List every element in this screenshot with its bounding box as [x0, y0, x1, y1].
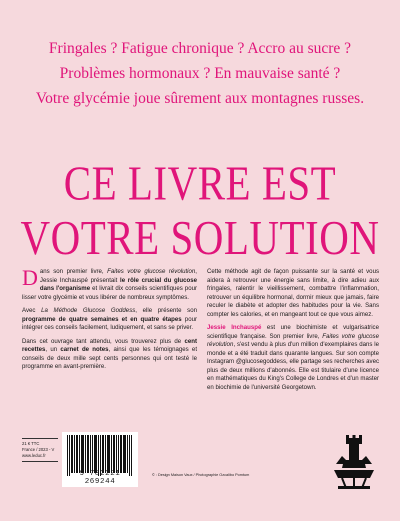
left-paragraph-3	[22, 338, 197, 372]
isbn-number: 9 782221 269244	[79, 470, 121, 486]
text: ans son premier livre,	[39, 268, 108, 275]
text: , s'est vendu à plus d'un million d'exemplaires dans le monde et a été traduit dans quarante langues. Sur son compte Instagram @glucosegoddess, elle partage ses recherches avec plus de deux millions d'abonnés. Elle est titulaire d'une licence en mathématiques du King's College de Londres et d'un master en biochimie de l'université Georgetown.	[207, 341, 379, 391]
publisher-logo	[330, 434, 378, 495]
bold-text: carnet de notes	[60, 346, 109, 353]
headline	[0, 156, 400, 265]
price: 21 € TTC	[22, 441, 40, 446]
cover-questions	[0, 36, 400, 111]
question-line-1: Fringales ? Fatigue chronique ? Accro au sucre ?	[48, 40, 352, 57]
book-title: Faites votre glucose révolution	[207, 332, 379, 348]
left-paragraph-2	[22, 307, 197, 333]
text: , ainsi que les témoignages et conseils de deux mille sept cents personnes qui ont testé le programme en avant-première.	[22, 346, 198, 370]
author-name: Jessie Inchauspé	[207, 324, 262, 331]
book-title: Faites votre glucose révolution	[107, 268, 196, 275]
barcode	[62, 432, 138, 487]
book-title: La Méthode Glucose Goddess	[41, 307, 136, 314]
text: est une biochimiste et vulgarisatrice scientifique française. Son premier livre,	[207, 324, 379, 340]
text: , un	[45, 346, 61, 353]
headline-line-2: VOTRE SOLUTION	[20, 210, 380, 265]
left-column	[22, 265, 198, 377]
author-bio	[207, 324, 379, 392]
photo-credit: © : Design Maison Vaux / Photographie Ozcalibo Pomtum	[152, 473, 250, 477]
right-column	[207, 268, 379, 397]
bold-text: programme de quatre semaines et en quatre étapes	[22, 315, 182, 323]
text: Avec	[22, 307, 42, 314]
bold-text: cent recettes	[22, 337, 197, 353]
dropcap: D	[22, 265, 38, 290]
knight-icon	[330, 434, 378, 490]
publisher-site: www.leduc.fr	[22, 453, 46, 458]
headline-line-1: CE LIVRE EST	[63, 156, 337, 211]
text: , elle présente son	[135, 307, 197, 314]
text: Dans cet ouvrage tant attendu, vous trouverez plus de	[22, 337, 185, 345]
price-region: France / 2023 - V	[22, 447, 55, 452]
question-line-3: Votre glycémie joue sûrement aux montagnes russes.	[35, 90, 365, 107]
text: et livrait dix conseils scientifiques pour lisser votre glycémie et vous libérer de nombreux symptômes.	[22, 285, 198, 301]
price-box	[22, 438, 58, 462]
right-paragraph-1: Cette méthode agit de façon puissante sur la santé et vous aidera à retrouver une énergie sans limite, à dire adieu aux fringales, ralentir le vieillissement, combattre l'inflammation, retrouver un équilibre hormonal, dormir mieux que jamais, faire reculer le diabète et adopter des habitudes pour la vie. Sans compter les calories, et en mangeant tout ce que vous aimez.	[207, 268, 379, 318]
text: pour intégrer ces conseils facilement, ludiquement, et sans se priver.	[22, 315, 197, 331]
text: , Jessie Inchauspé présentait	[39, 268, 197, 284]
question-line-2: Problèmes hormonaux ? En mauvaise santé ?	[59, 65, 341, 82]
left-paragraph-1	[22, 265, 198, 302]
bold-text: le rôle crucial du glucose dans l'organisme	[39, 276, 198, 292]
